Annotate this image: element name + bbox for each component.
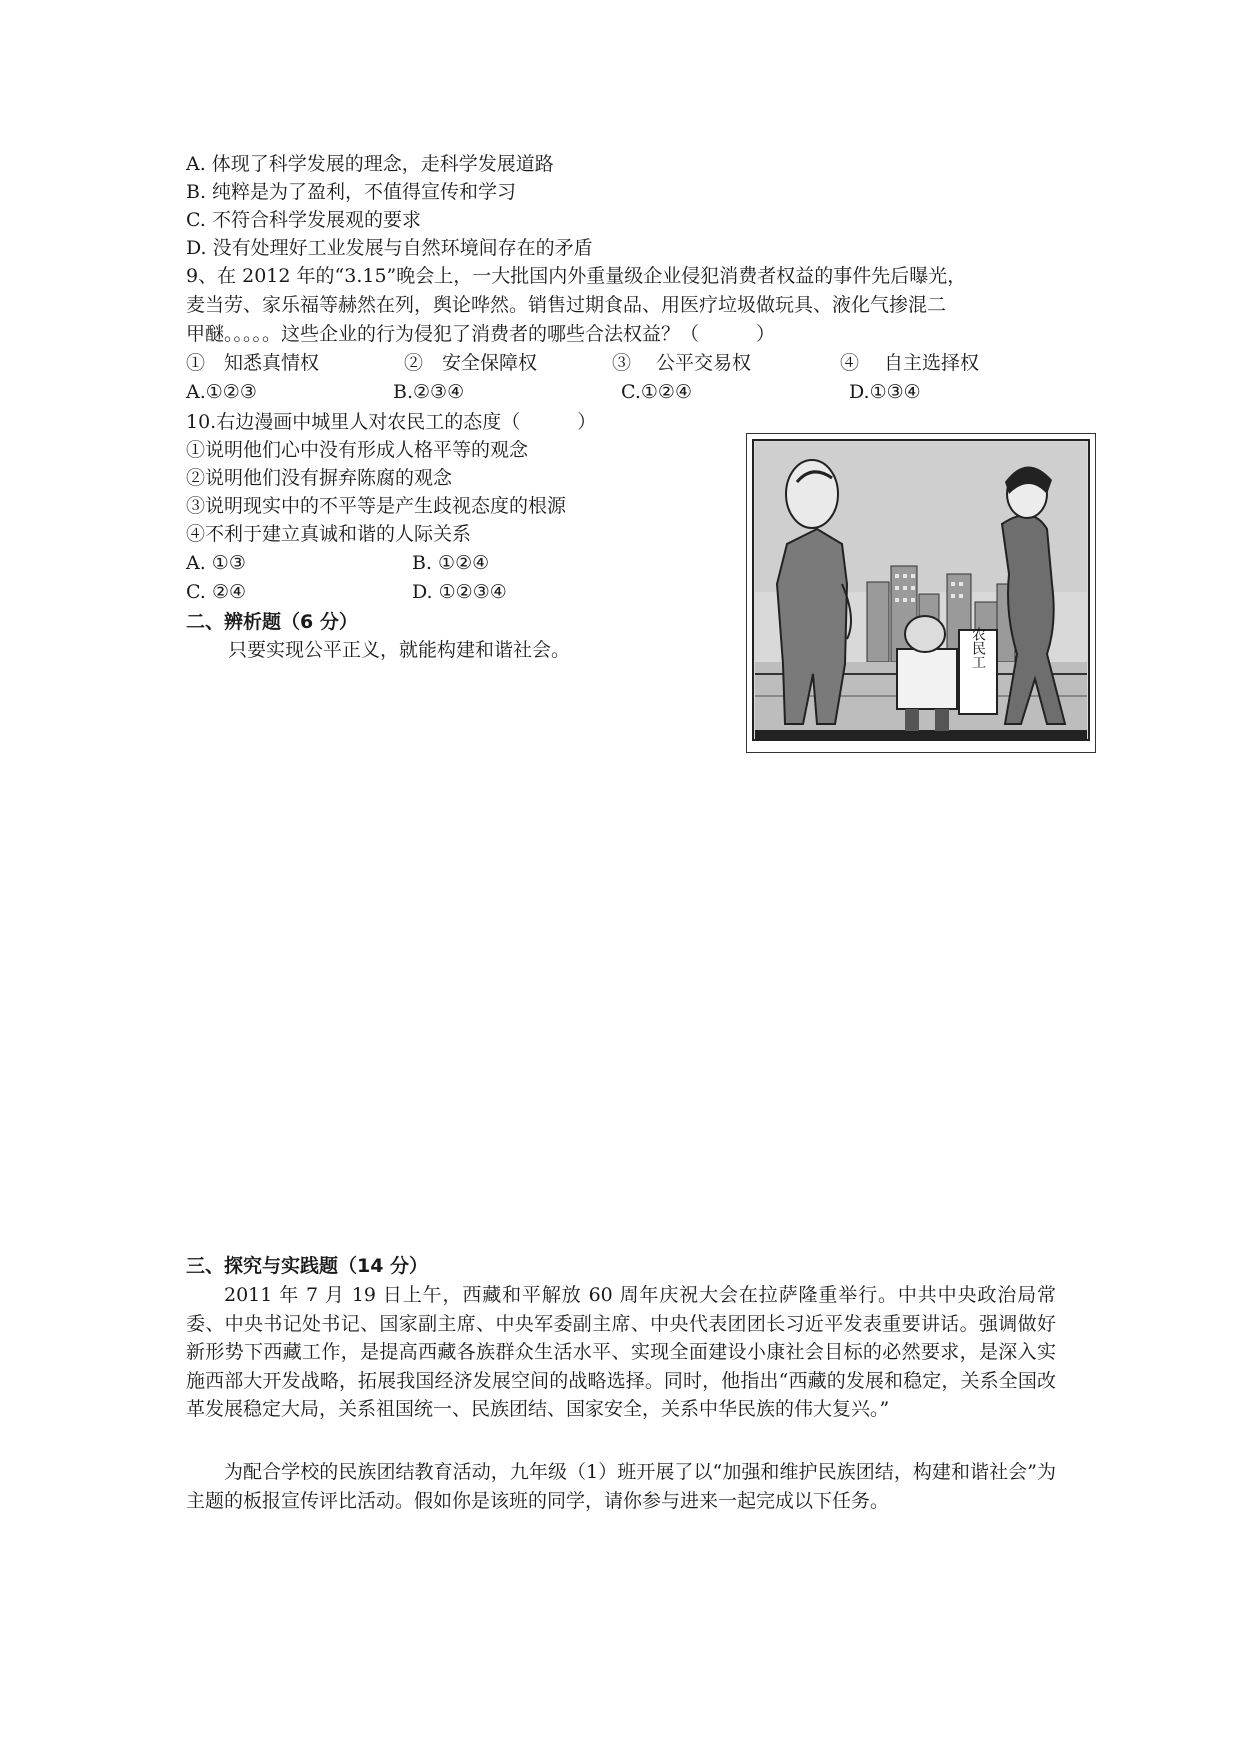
q10-option-d: D. ①②③④ <box>412 581 507 603</box>
section3-paragraph-2: 为配合学校的民族团结教育活动，九年级（1）班开展了以“加强和维护民族团结，构建和谐社会”为主题的板报宣传评比活动。假如你是该班的同学，请你参与进来一起完成以下任务。 <box>186 1461 1056 1512</box>
q10-stem: 10.右边漫画中城里人对农民工的态度（ ） <box>186 411 597 433</box>
q8-option-b: B. 纯粹是为了盈利，不值得宣传和学习 <box>186 181 517 203</box>
q9-item-3: ③ 公平交易权 <box>612 352 752 374</box>
cartoon-sign-text: 农民工 <box>970 627 986 669</box>
q10-item-2: ②说明他们没有摒弃陈腐的观念 <box>186 467 453 489</box>
section2-heading: 二、辨析题（6 分） <box>186 611 358 633</box>
q10-option-b: B. ①②④ <box>412 552 490 574</box>
q10-item-1: ①说明他们心中没有形成人格平等的观念 <box>186 439 529 461</box>
q10-item-4: ④不利于建立真诚和谐的人际关系 <box>186 523 472 545</box>
q9-option-b: B.②③④ <box>393 381 465 403</box>
q10-option-a: A. ①③ <box>186 552 246 574</box>
q9-stem-line2: 麦当劳、家乐福等赫然在列，舆论哗然。销售过期食品、用医疗垃圾做玩具、液化气掺混二 <box>186 294 947 316</box>
section3-heading: 三、探究与实践题（14 分） <box>186 1255 429 1277</box>
q8-option-c: C. 不符合科学发展观的要求 <box>186 209 421 231</box>
cartoon-image <box>746 433 1096 753</box>
section3-paragraph-1: 2011 年 7 月 19 日上午，西藏和平解放 60 周年庆祝大会在拉萨隆重举行。中共中央政治局常委、中央书记处书记、国家副主席、中央军委副主席、中央代表团团长习近平发表重要讲话。强调做好新形势下西藏工作，是提高西藏各族群众生活水平、实现全面建设小康社会目标的必然要求，是深入实施西部大开发战略，拓展我国经济发展空间的战略选择。同时，他指出“西藏的发展和稳定，关系全国改革发展稳定大局，关系祖国统一、民族团结、国家安全，关系中华民族的伟大复兴。” <box>186 1284 1056 1420</box>
section2-statement: 只要实现公平正义，就能构建和谐社会。 <box>228 639 571 661</box>
q9-option-c: C.①②④ <box>621 381 692 403</box>
q9-item-2: ② 安全保障权 <box>404 352 538 374</box>
q10-option-c: C. ②④ <box>186 581 247 603</box>
q9-stem-line1: 9、在 2012 年的“3.15”晚会上，一大批国内外重量级企业侵犯消费者权益的事件先后曝光， <box>186 265 967 287</box>
q8-option-d: D. 没有处理好工业发展与自然环境间存在的矛盾 <box>186 237 593 259</box>
q9-stem-line3: 甲醚。。。。。这些企业的行为侵犯了消费者的哪些合法权益？（ ） <box>186 323 776 345</box>
q9-option-d: D.①③④ <box>849 381 921 403</box>
q9-item-4: ④ 自主选择权 <box>840 352 980 374</box>
q9-item-1: ① 知悉真情权 <box>186 352 320 374</box>
q9-option-a: A.①②③ <box>186 381 257 403</box>
q8-option-a: A. 体现了科学发展的理念，走科学发展道路 <box>186 153 554 175</box>
q10-item-3: ③说明现实中的不平等是产生歧视态度的根源 <box>186 495 567 517</box>
